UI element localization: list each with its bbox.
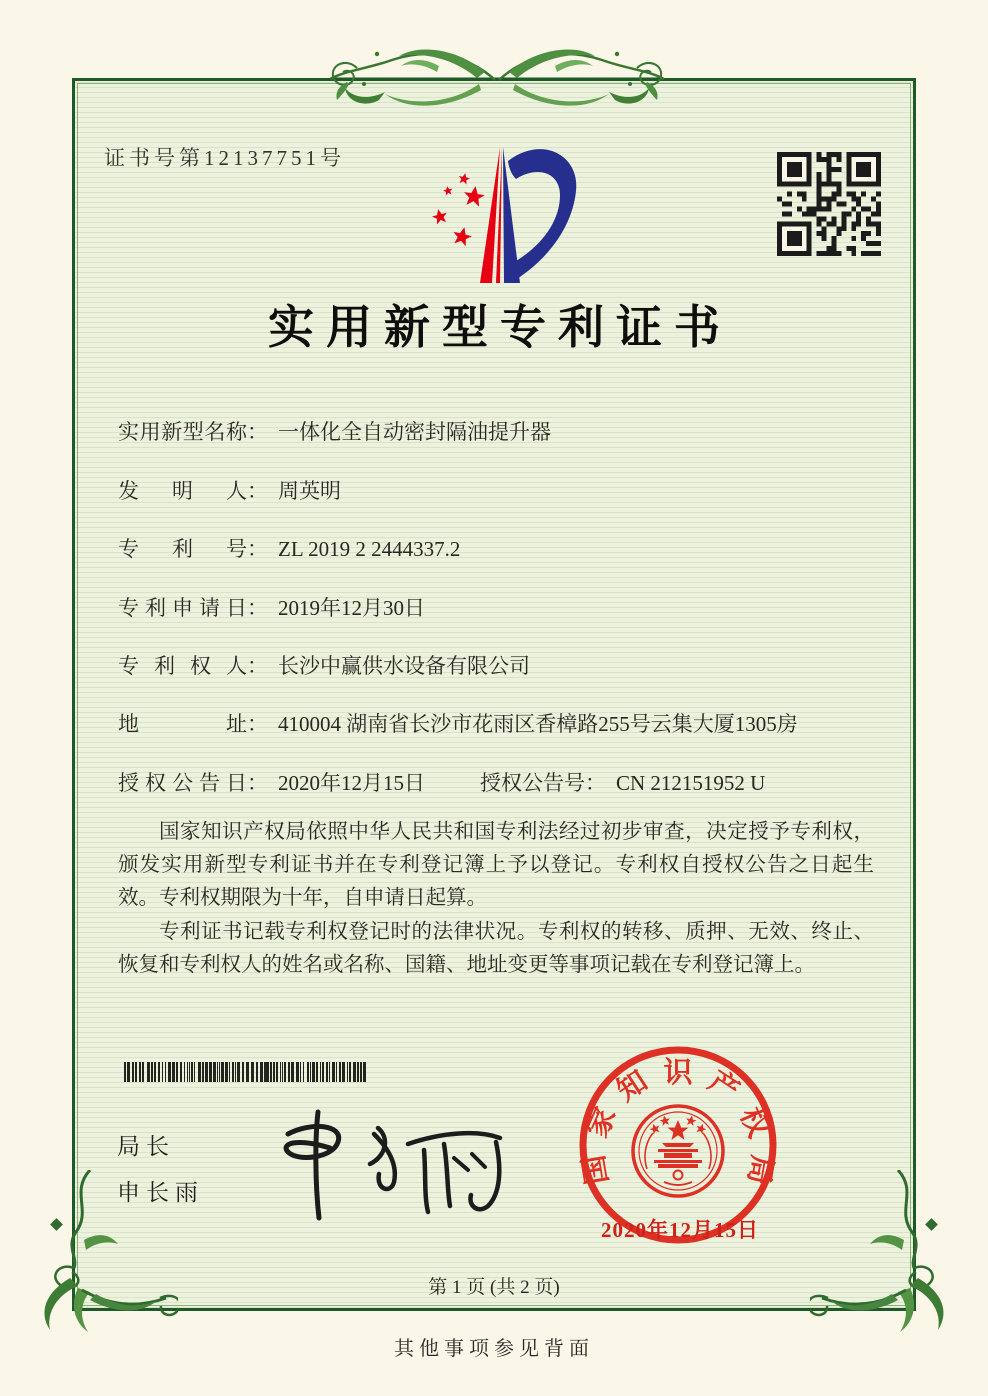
- field-value: 2019年12月30日: [278, 596, 425, 620]
- field-colon: ：: [247, 771, 268, 795]
- field-row-inventor: [118, 476, 341, 506]
- field-value: 长沙中赢供水设备有限公司: [278, 654, 530, 678]
- legal-paragraph: 专利证书记载专利权登记时的法律状况。专利权的转移、质押、无效、终止、恢复和专利权人的姓名或名称、国籍、地址变更等事项记载在专利登记簿上。: [118, 920, 874, 976]
- field-colon: ：: [247, 712, 268, 736]
- field-label: 专利申请日: [118, 596, 247, 620]
- field-colon: ：: [247, 420, 268, 444]
- field-colon: ：: [247, 537, 268, 561]
- qr-code: [777, 152, 881, 256]
- legal-paragraph: 国家知识产权局依照中华人民共和国专利法经过初步审查，决定授予专利权，颁发实用新型专利证书并在专利登记簿上予以登记。专利权自授权公告之日起生效。专利权期限为十年，自申请日起算。: [118, 821, 874, 910]
- director-name: 申长雨: [117, 1180, 204, 1205]
- field-colon: ：: [247, 654, 268, 678]
- certificate-number: 证书号第12137751号: [104, 146, 345, 170]
- barcode: [124, 1062, 370, 1082]
- director-title-label: 局长: [117, 1134, 175, 1159]
- director-signature: [258, 1098, 508, 1223]
- field-value: CN 212151952 U: [616, 771, 766, 795]
- certificate-title: 实用新型专利证书: [268, 302, 732, 353]
- legal-text-block: [118, 816, 874, 982]
- field-value: ZL 2019 2 2444337.2: [278, 537, 461, 561]
- page-number: 第 1 页 (共 2 页): [428, 1277, 560, 1298]
- field-label: 授权公告日: [118, 771, 247, 795]
- field-colon: ：: [585, 771, 606, 795]
- patent-office-logo-icon: [412, 133, 582, 293]
- field-row-grant-date: [118, 768, 425, 798]
- field-label: 授权公告号: [480, 771, 585, 795]
- field-row-filing-date: [118, 593, 425, 623]
- seal-date: 2020年12月15日: [601, 1218, 759, 1242]
- field-label: 发明人: [118, 479, 247, 503]
- field-value: 一体化全自动密封隔油提升器: [278, 420, 551, 444]
- field-value: 2020年12月15日: [278, 771, 425, 795]
- field-row-patent-number: [118, 534, 460, 564]
- top-flourish-ornament: [330, 40, 664, 118]
- field-label: 专利号: [118, 537, 247, 561]
- field-row-grant-number: [480, 768, 765, 798]
- field-label: 专利权人: [118, 654, 247, 678]
- field-colon: ：: [247, 479, 268, 503]
- seal-text: 国家知识产权局: [577, 1056, 779, 1187]
- field-label: 地址: [118, 712, 247, 736]
- field-row-name: [118, 417, 551, 447]
- field-colon: ：: [247, 596, 268, 620]
- field-value: 410004 湖南省长沙市花雨区香樟路255号云集大厦1305房: [278, 712, 798, 736]
- back-side-note: 其他事项参见背面: [394, 1338, 594, 1360]
- field-value: 周英明: [278, 479, 341, 503]
- bottom-right-flourish-ornament: [810, 1170, 962, 1336]
- field-row-address: [118, 709, 798, 739]
- national-emblem-icon: [633, 1106, 723, 1196]
- field-row-patentee: [118, 651, 530, 681]
- field-label: 实用新型名称: [118, 420, 247, 444]
